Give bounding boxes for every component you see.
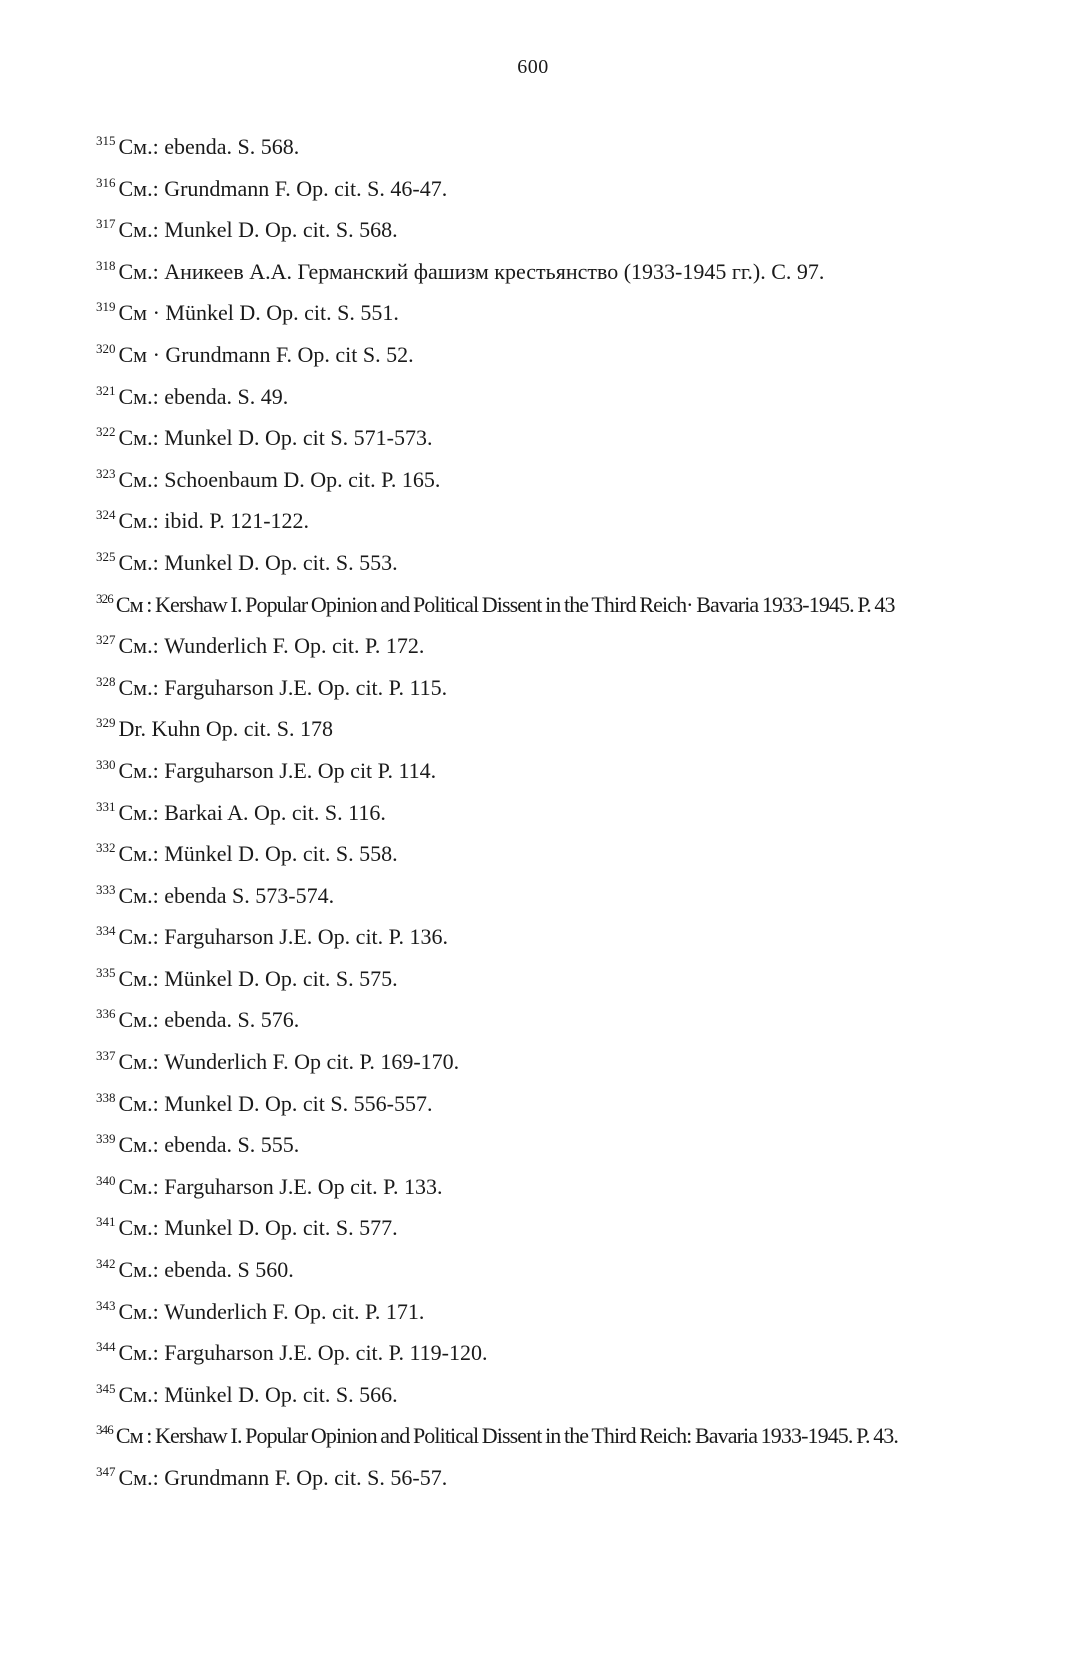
footnote-number: 324 [96,507,116,523]
footnote-number: 334 [96,923,116,939]
footnote-number: 326 [96,590,113,606]
footnote [96,245,1056,287]
footnote-text: См.: Farguharson J.E. Op. cit. P. 119-120. [118,1340,488,1366]
footnote-text: См.: Münkel D. Op. cit. S. 558. [118,841,398,867]
footnote-text: См.: Munkel D. Op. cit S. 571-573. [118,425,433,451]
footnote [96,203,1056,245]
footnote [96,453,1056,495]
footnote-text: См.: Farguharson J.E. Op cit P. 114. [118,757,437,783]
footnote [96,1160,1056,1202]
footnote-number: 317 [96,216,116,232]
footnote-text: См : Kershaw I. Popular Opinion and Political Dissent in the Third Reich· Bavaria 1933-1945. P. 43 [115,591,895,617]
footnote [96,1409,1056,1451]
footnote-text: См.: Schoenbaum D. Op. cit. P. 165. [118,466,441,492]
footnote-text: См.: Wunderlich F. Op cit. P. 169-170. [118,1049,460,1075]
footnote-text: См.: Munkel D. Op. cit. S. 553. [118,549,398,575]
footnote [96,1118,1056,1160]
footnote-number: 344 [96,1339,116,1355]
footnote-text: См · Münkel D. Op. cit. S. 551. [118,300,399,326]
footnote [96,1368,1056,1410]
footnote-number: 330 [96,756,116,772]
footnote-text: См.: Farguharson J.E. Op. cit. P. 136. [118,924,448,950]
footnote-number: 345 [96,1380,116,1396]
footnote-number: 342 [96,1256,116,1272]
footnote-text: См.: ebenda. S 560. [118,1257,294,1283]
footnote-list [96,120,1056,1493]
footnote-number: 329 [96,715,116,731]
footnote-number: 322 [96,424,116,440]
footnote-number: 316 [96,174,116,190]
footnote-text: См.: Wunderlich F. Op. cit. P. 171. [118,1298,425,1324]
footnote-number: 320 [96,340,116,356]
footnote-text: См · Grundmann F. Op. cit S. 52. [118,341,414,367]
footnote-text: См.: ebenda S. 573-574. [118,882,335,908]
footnote-number: 338 [96,1089,116,1105]
footnote-text: См.: ibid. P. 121-122. [118,508,310,534]
footnote [96,619,1056,661]
footnote-number: 315 [96,133,116,148]
footnote [96,910,1056,952]
footnote-text: См.: ebenda. S. 576. [118,1007,300,1033]
footnote-text: См.: Münkel D. Op. cit. S. 566. [118,1381,398,1407]
footnote-text: См.: ebenda. S. 568. [118,134,300,159]
footnote-text: См.: ebenda. S. 555. [118,1132,300,1158]
footnote [96,661,1056,703]
footnote-text: См.: Grundmann F. Op. cit. S. 56-57. [118,1465,448,1490]
footnote [96,1326,1056,1368]
footnote-number: 335 [96,964,116,980]
footnote-text: См : Kershaw I. Popular Opinion and Political Dissent in the Third Reich: Bavaria 1933-1945. P. 43. [115,1423,899,1449]
footnote-number: 347 [96,1464,116,1479]
footnote [96,744,1056,786]
footnote-number: 343 [96,1297,116,1313]
footnote [96,786,1056,828]
footnote [96,1201,1056,1243]
footnote [96,328,1056,370]
footnote [96,1243,1056,1285]
footnote-number: 339 [96,1131,116,1147]
footnote-text: См.: Munkel D. Op. cit. S. 568. [118,217,398,243]
footnote-number: 323 [96,465,116,481]
page-number: 600 [517,56,549,78]
footnote-number: 327 [96,632,116,648]
footnote-text: См.: Аникеев А.А. Германский фашизм крестьянство (1933-1945 гг.). С. 97. [118,258,825,284]
footnote [96,411,1056,453]
footnote [96,494,1056,536]
footnote-text: См.: Farguharson J.E. Op. cit. P. 115. [118,674,448,700]
footnote-number: 331 [96,798,116,814]
footnote [96,578,1056,620]
footnote-text: См.: Munkel D. Op. cit S. 556-557. [118,1090,433,1116]
footnote [96,869,1056,911]
footnote-number: 337 [96,1048,116,1064]
footnote-number: 332 [96,840,116,856]
footnote-text: См.: Farguharson J.E. Op cit. P. 133. [118,1173,443,1199]
footnote-number: 319 [96,299,116,315]
footnote [96,993,1056,1035]
footnote-number: 318 [96,257,116,273]
footnote [96,1285,1056,1327]
footnote-number: 346 [96,1422,113,1438]
footnote [96,162,1056,204]
footnote-number: 333 [96,881,116,897]
footnote [96,827,1056,869]
footnote-number: 328 [96,673,116,689]
footnote [96,1077,1056,1119]
footnote-text: Dr. Kuhn Op. cit. S. 178 [118,716,333,742]
footnote [96,370,1056,412]
footnote-text: См.: Wunderlich F. Op. cit. P. 172. [118,633,425,659]
footnote-number: 340 [96,1172,116,1188]
footnote [96,1451,1056,1493]
footnote [96,1035,1056,1077]
footnote [96,536,1056,578]
footnote-number: 336 [96,1006,116,1022]
footnote-text: См.: ebenda. S. 49. [118,383,289,409]
footnote-text: См.: Münkel D. Op. cit. S. 575. [118,965,398,991]
footnote [96,702,1056,744]
footnote-text: См.: Grundmann F. Op. cit. S. 46-47. [118,175,448,201]
footnote-text: См.: Barkai A. Op. cit. S. 116. [118,799,386,825]
footnote-number: 321 [96,382,116,398]
footnote-number: 325 [96,548,116,564]
footnote [96,952,1056,994]
footnote-number: 341 [96,1214,116,1230]
footnote-text: См.: Munkel D. Op. cit. S. 577. [118,1215,398,1241]
footnote [96,286,1056,328]
footnote [96,120,1056,162]
